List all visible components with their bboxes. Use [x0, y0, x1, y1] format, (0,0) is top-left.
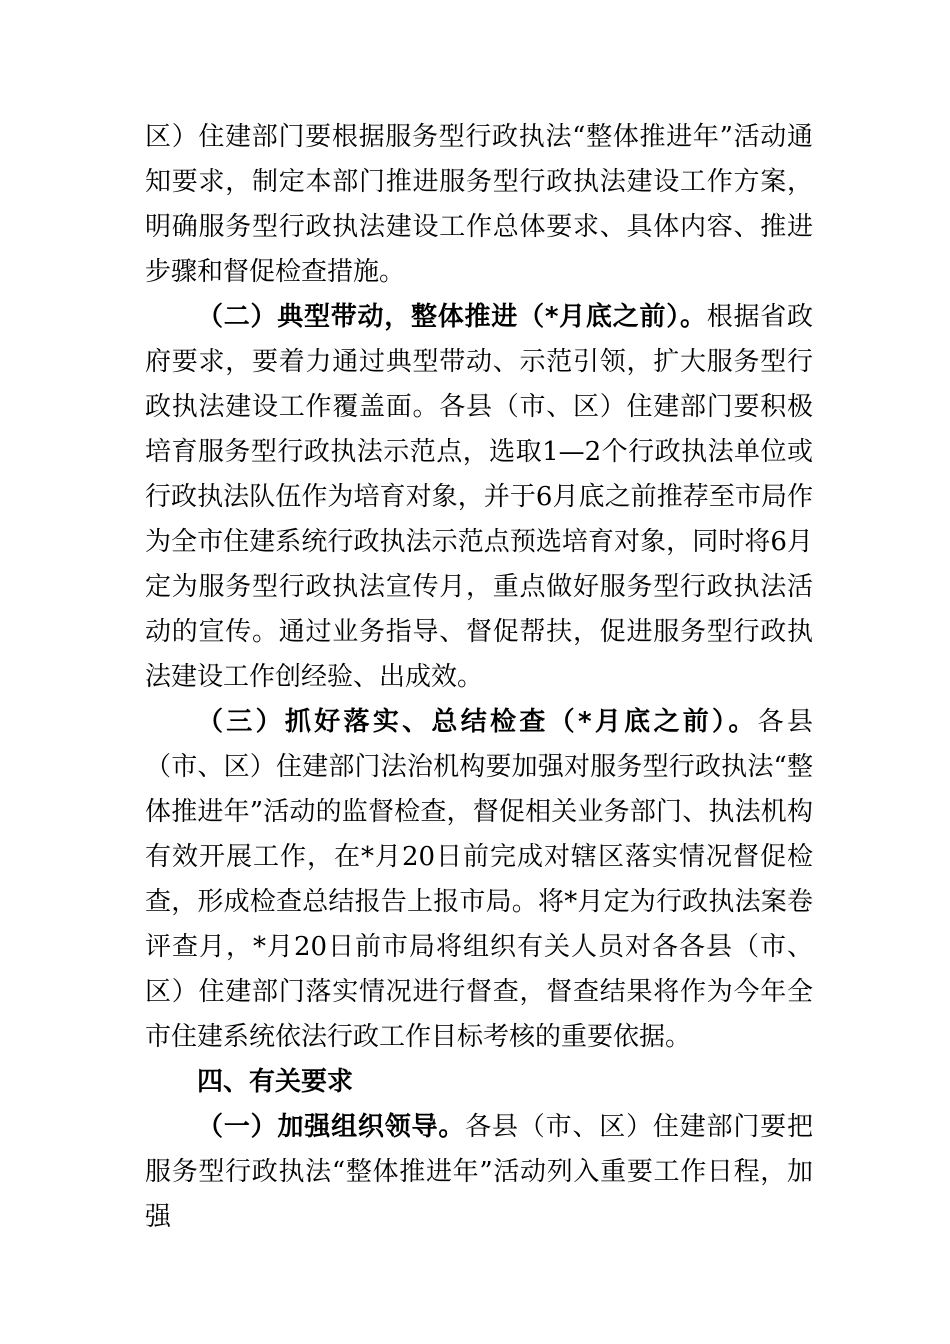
paragraph-2 — [145, 295, 813, 700]
paragraph-4 — [145, 1105, 813, 1240]
section-4-heading: 四、有关要求 — [197, 1067, 354, 1097]
paragraph-3-body: 各县（市、区）住建部门法治机构要加强对服务型行政执法“整体推进年”活动的监督检查，督促相关业务部门、执法机构有效开展工作，在*月20日前完成对辖区落实情况督促检查，形成检查总结报告上报市局。将*月定为行政执法案卷评查月，*月20日前市局将组织有关人员对各各县（市、区）住建部门落实情况进行督查，督查结果将作为今年全市住建系统依法行政工作目标考核的重要依据。 — [145, 707, 813, 1052]
paragraph-1: 区）住建部门要根据服务型行政执法“整体推进年”活动通知要求，制定本部门推进服务型行政执法建设工作方案，明确服务型行政执法建设工作总体要求、具体内容、推进步骤和督促检查措施。 — [145, 122, 813, 287]
paragraph-3 — [145, 700, 813, 1060]
paragraph-4-heading: （一）加强组织领导。 — [197, 1112, 466, 1142]
paragraph-2-body: 根据省政府要求，要着力通过典型带动、示范引领，扩大服务型行政执法建设工作覆盖面。各县（市、区）住建部门要积极培育服务型行政执法示范点，选取1—2个行政执法单位或行政执法队伍作为培育对象，并于6月底之前推荐至市局作为全市住建系统行政执法示范点预选培育对象，同时将6月定为服务型行政执法宣传月，重点做好服务型行政执法活动的宣传。通过业务指导、督促帮扶，促进服务型行政执法建设工作创经验、出成效。 — [145, 302, 813, 692]
document-body — [145, 115, 813, 1240]
paragraph-4-body: 各县（市、区）住建部门要把服务型行政执法“整体推进年”活动列入重要工作日程，加强 — [145, 1112, 813, 1232]
paragraph-3-heading: （三）抓好落实、总结检查（*月底之前）。 — [197, 707, 758, 737]
paragraph-2-heading: （二）典型带动，整体推进（*月底之前）。 — [197, 302, 707, 332]
